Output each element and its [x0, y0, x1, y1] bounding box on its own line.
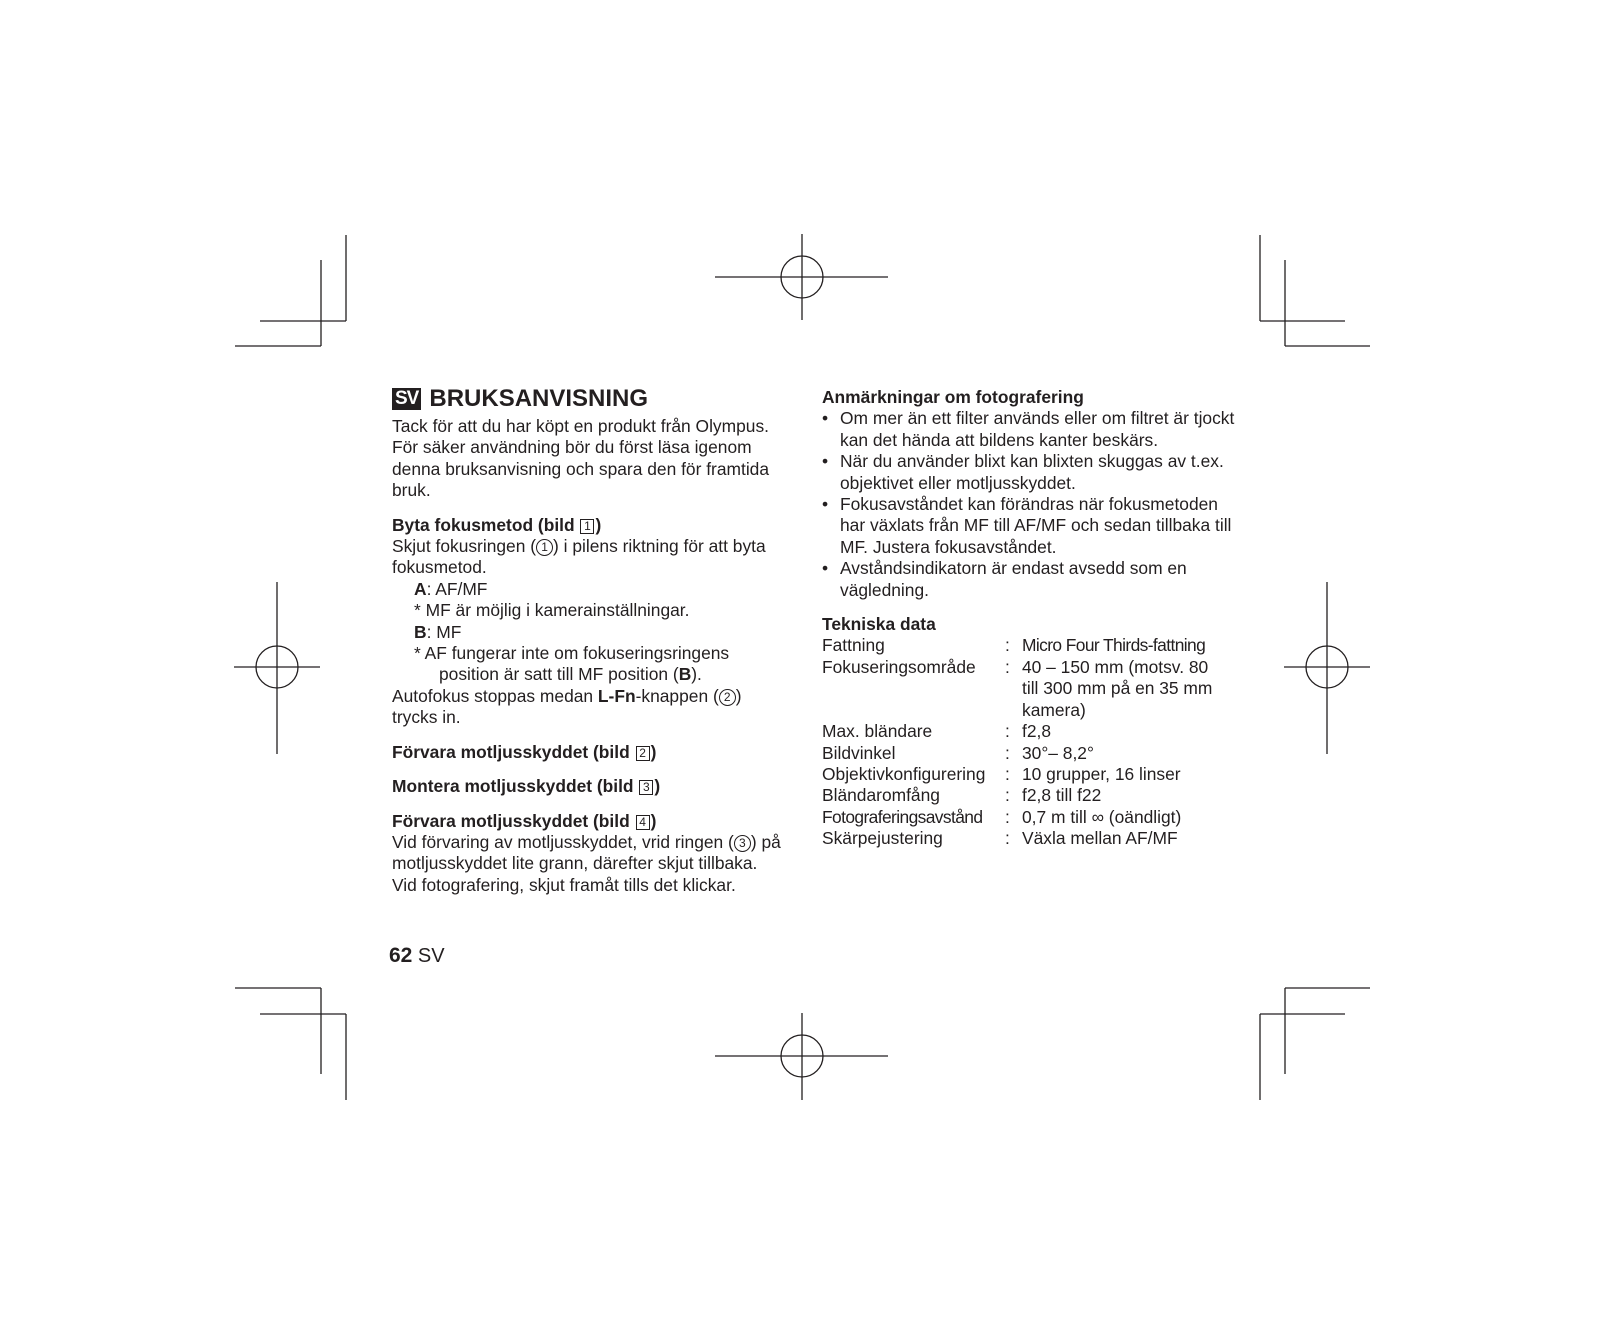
- mount-hood-heading: Montera motljusskyddet (bild 3 ): [392, 776, 661, 797]
- list-item: • Om mer än ett filter används eller om filtret är tjockt kan det hända att bildens kanter beskärs.: [822, 408, 1235, 450]
- shooting-text: Vid fotografering, skjut framåt tills det klickar.: [392, 874, 736, 895]
- store-hood-text: Vid förvaring av motljusskyddet, vrid ringen ( 3 ) på motljusskyddet lite grann, därefter skjut tillbaka.: [392, 831, 781, 874]
- notes-heading: Anmärkningar om fotografering: [822, 387, 1084, 407]
- table-row: Skärpejustering : Växla mellan AF/MF: [822, 828, 1178, 849]
- mode-a-note: * MF är möjlig i kamerainställningar.: [414, 600, 690, 621]
- table-row: Bländaromfång : f2,8 till f22: [822, 785, 1102, 806]
- table-row: Fattning : Micro Four Thirds-fattning: [822, 635, 1206, 656]
- right-column: [822, 387, 1242, 850]
- autofocus-text: Autofokus stoppas medan L-Fn-knappen ( 2 ) trycks in.: [392, 685, 742, 728]
- list-item: • När du använder blixt kan blixten skuggas av t.ex. objektivet eller motljusskyddet.: [822, 451, 1224, 493]
- focus-heading: Byta fokusmetod (bild 1 ): [392, 514, 602, 535]
- figure-number: 3: [639, 780, 653, 795]
- callout-number: 2: [719, 689, 736, 706]
- left-column: [392, 385, 787, 896]
- page-footer: [389, 944, 445, 968]
- mode-b-note-cont: position är satt till MF position (B).: [439, 664, 702, 685]
- intro-text: Tack för att du har köpt en produkt från Olympus. För säker användning bör du först läsa igenom denna bruksanvisning och spara den för framtida bruk.: [392, 416, 770, 501]
- table-row: Fotograferingsavstånd : 0,7 m till ∞ (oändligt): [822, 806, 1182, 827]
- table-row: Fokuseringsområde : 40 – 150 mm (motsv. 80 till 300 mm på en 35 mm kamera): [822, 656, 1213, 720]
- page-language: SV: [417, 945, 445, 967]
- mode-a: A: AF/MF: [414, 578, 488, 599]
- figure-number: 2: [636, 746, 650, 761]
- title-text: BRUKSANVISNING: [429, 385, 649, 412]
- specs-heading: Tekniska data: [822, 614, 936, 635]
- mode-b-note: * AF fungerar inte om fokuseringsringens: [414, 643, 730, 664]
- callout-number: 1: [536, 539, 553, 556]
- language-badge: SV: [392, 388, 421, 410]
- figure-number: 1: [580, 519, 594, 534]
- mode-b: B: MF: [414, 621, 462, 642]
- figure-number: 4: [636, 815, 650, 830]
- store-hood-heading: Förvara motljusskyddet (bild 2 ): [392, 741, 657, 762]
- list-item: • Avståndsindikatorn är endast avsedd som en vägledning.: [822, 558, 1187, 600]
- table-row: Objektivkonfigurering : 10 grupper, 16 linser: [822, 763, 1181, 784]
- specs-table: [822, 635, 1222, 849]
- callout-number: 3: [734, 835, 751, 852]
- focus-text: Skjut fokusringen ( 1 ) i pilens riktning för att byta fokusmetod.: [392, 536, 766, 578]
- list-item: • Fokusavståndet kan förändras när fokusmetoden har växlats från MF till AF/MF och sedan tillbaka till MF. Justera fokusavståndet.: [822, 494, 1232, 557]
- store-hood-4-heading: Förvara motljusskyddet (bild 4 ): [392, 810, 657, 831]
- table-row: Bildvinkel : 30°– 8,2°: [822, 742, 1094, 763]
- table-row: Max. bländare : f2,8: [822, 721, 1052, 742]
- page-title: [392, 385, 787, 413]
- page-number: 62: [389, 944, 413, 967]
